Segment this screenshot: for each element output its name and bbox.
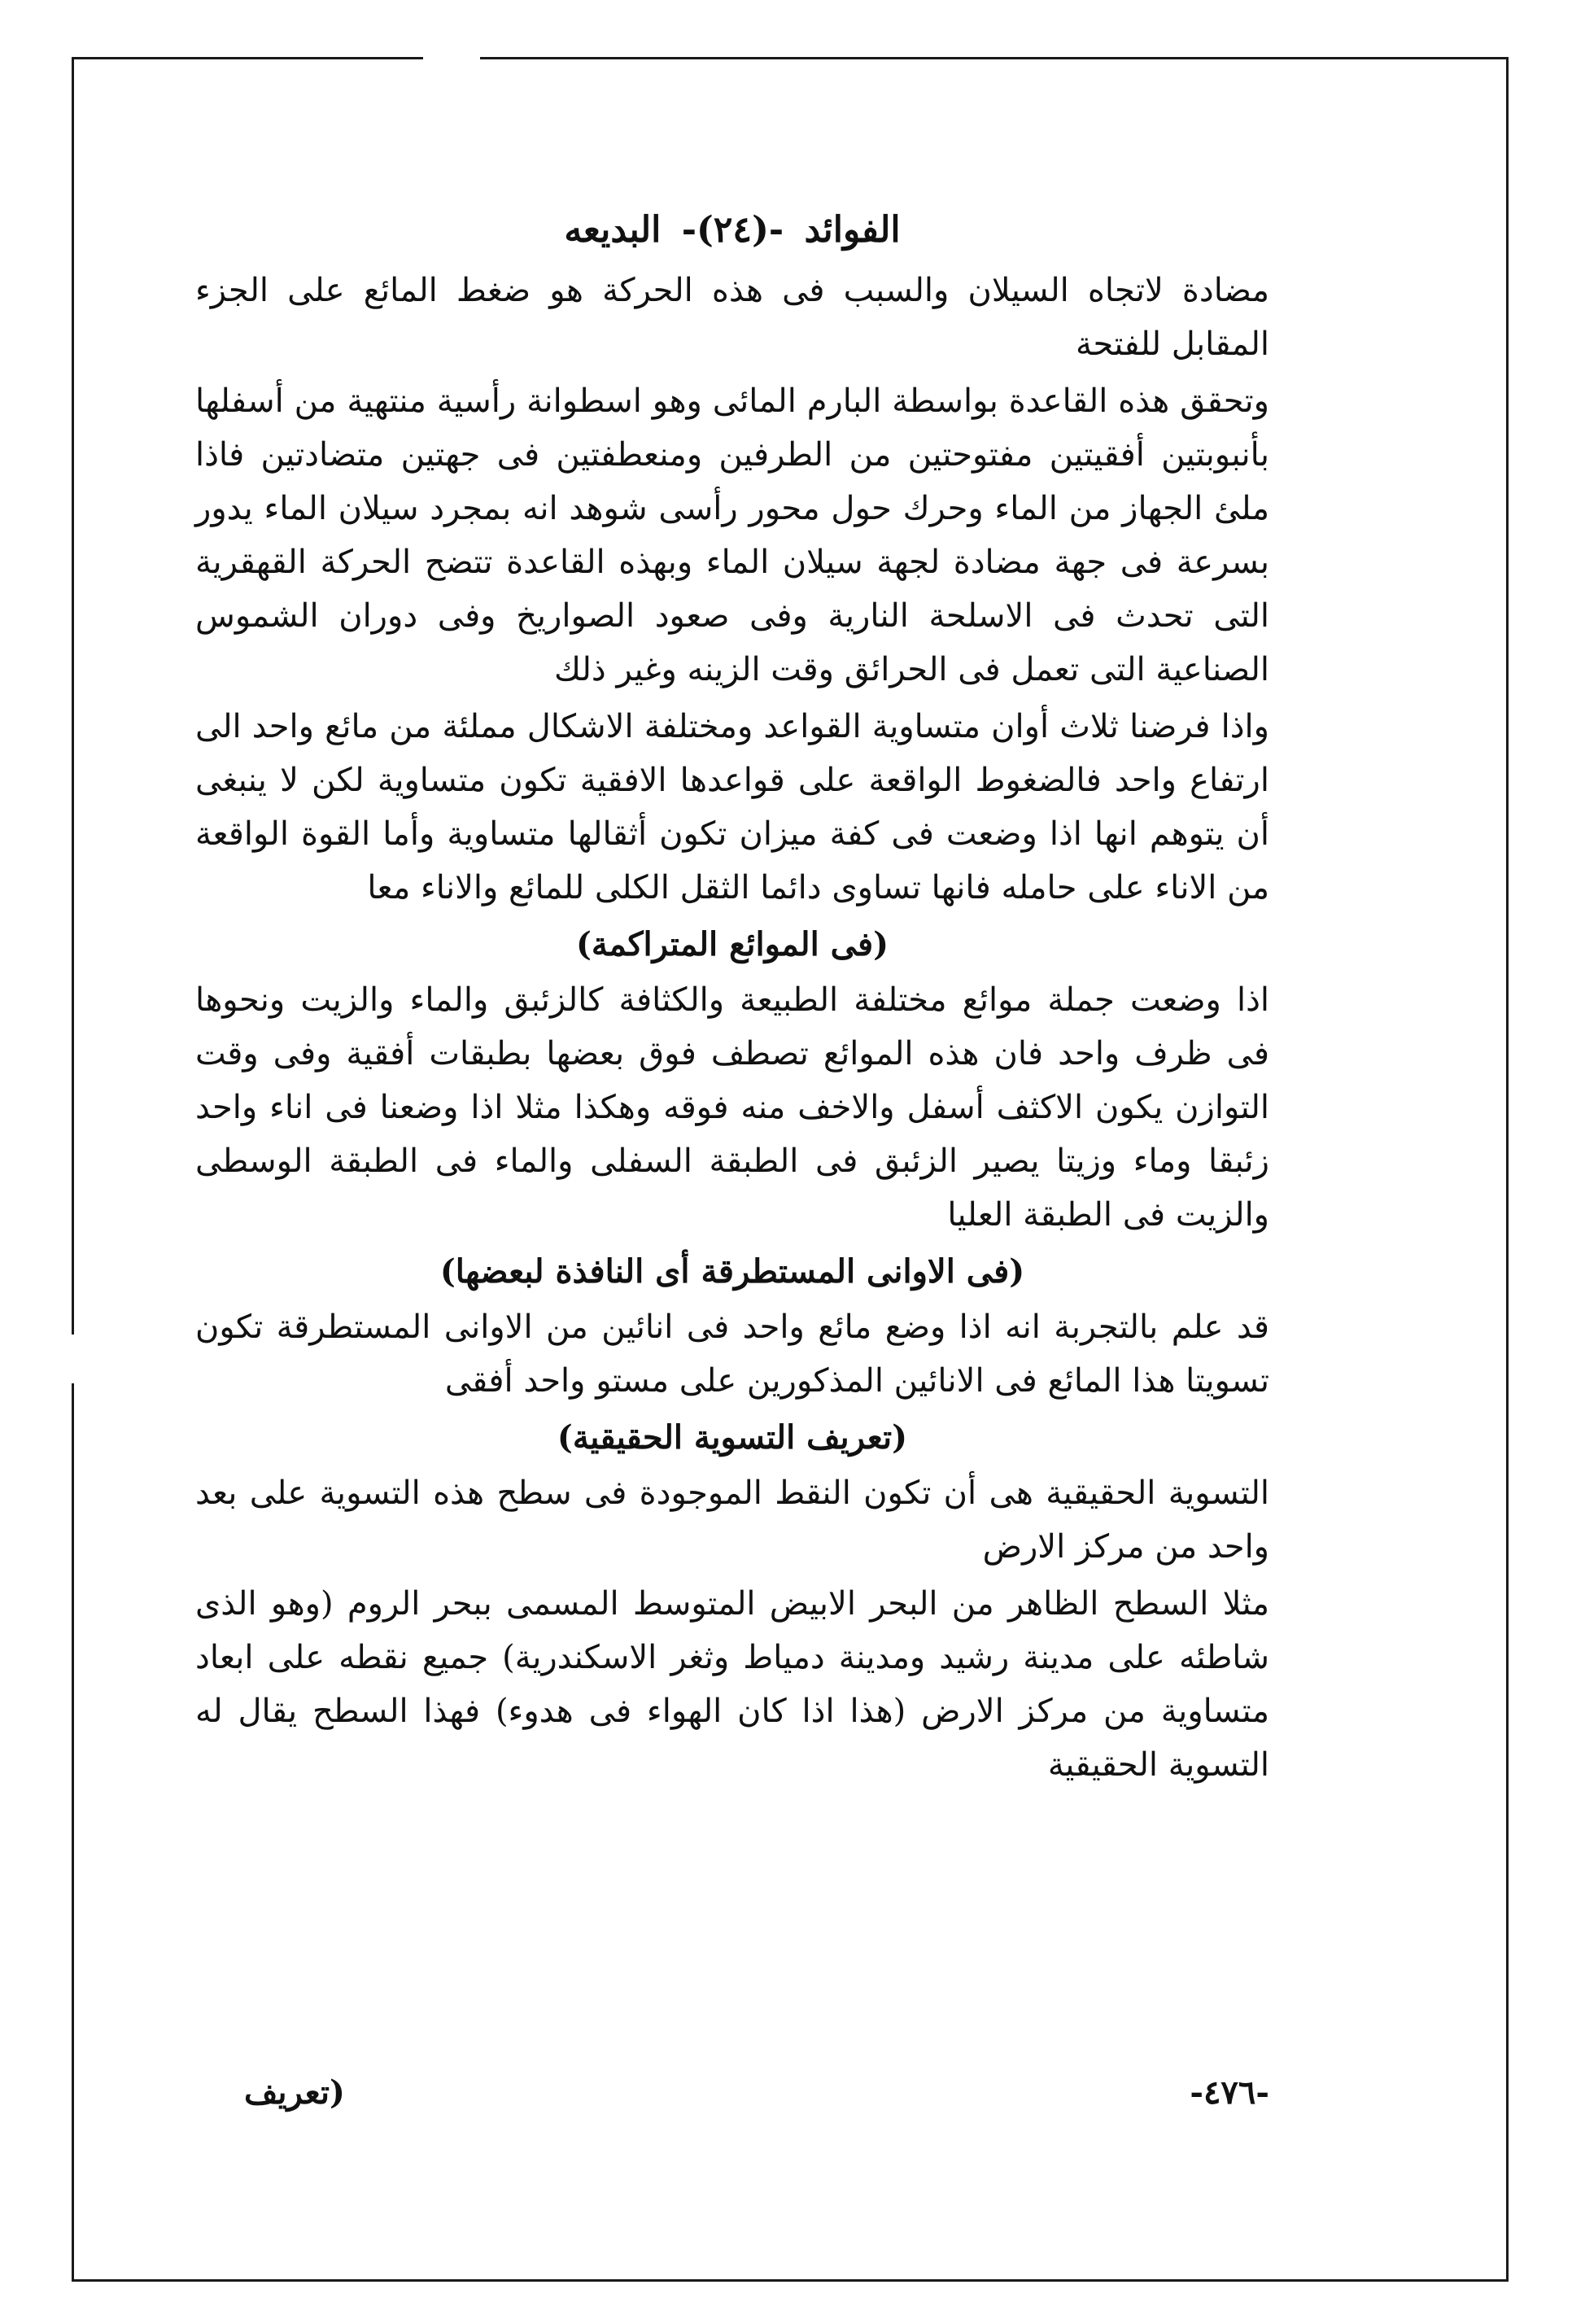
catchword: (تعريف <box>244 2073 345 2112</box>
paragraph: التسوية الحقيقية هى أن تكون النقط الموجودة فى سطح هذه التسوية على بعد واحد من مركز الارض <box>195 1474 1269 1566</box>
section-heading: (فى الاوانى المستطرقة أى النافذة لبعضها) <box>439 1252 1025 1291</box>
section-heading: (تعريف التسوية الحقيقية) <box>557 1418 908 1457</box>
paragraph: واذا فرضنا ثلاث أوان متساوية القواعد ومختلفة الاشكال مملئة من مائع واحد الى ارتفاع واحد فالضغوط الواقعة على قواعدها الافقية تكون متساوية لكن لا ينبغى أن يتوهم انها اذا وضعت فى كفة ميزان تكون أثقالها متساوية وأما القوة الواقعة من الاناء على حامله فانها تساوى دائما الثقل الكلى للمائع والاناء معا <box>195 708 1269 906</box>
page-number: -٤٧٦- <box>1190 2073 1269 2112</box>
border-gap <box>67 1335 78 1383</box>
section-heading: (فى الموائع المتراكمة) <box>575 925 889 963</box>
page-body <box>195 203 1269 1795</box>
page-footer <box>195 2073 1269 2130</box>
paragraph: اذا وضعت جملة موائع مختلفة الطبيعة والكثافة كالزئبق والماء والزيت ونحوها فى ظرف واحد فان هذه الموائع تصطف فوق بعضها بطبقات أفقية وفى وقت التوازن يكون الاكثف أسفل والاخف منه فوقه وهكذا مثلا اذا وضعنا فى اناء واحد زئبقا وماء وزيتا يصير الزئبق فى الطبقة السفلى والماء فى الطبقة الوسطى والزيت فى الطبقة العليا <box>195 981 1270 1234</box>
running-header: الفوائد -(٢٤)- البديعه <box>564 209 901 251</box>
paragraph: وتحقق هذه القاعدة بواسطة البارم المائى وهو اسطوانة رأسية منتهية من أسفلها بأنبوبتين أفقيتين مفتوحتين من الطرفين ومنعطفتين فى جهتين متضادتين فاذا ملئ الجهاز من الماء وحرك حول محور رأسى شوهد انه بمجرد سيلان الماء يدور بسرعة فى جهة مضادة لجهة سيلان الماء وبهذه القاعدة تتضح الحركة القهقرية التى تحدث فى الاسلحة النارية وفى صعود الصواريخ وفى دوران الشموس الصناعية التى تعمل فى الحرائق وقت الزينه وغير ذلك <box>195 382 1269 688</box>
paragraph: مضادة لاتجاه السيلان والسبب فى هذه الحركة هو ضغط المائع على الجزء المقابل للفتحة <box>195 272 1269 363</box>
paragraph: مثلا السطح الظاهر من البحر الابيض المتوسط المسمى ببحر الروم (وهو الذى شاطئه على مدينة رشيد ومدينة دمياط وثغر الاسكندرية) جميع نقطه على ابعاد متساوية من مركز الارض (هذا اذا كان الهواء فى هدوء) فهذا السطح يقال له التسوية الحقيقية <box>195 1585 1270 1784</box>
paragraph: قد علم بالتجربة انه اذا وضع مائع واحد فى انائين من الاوانى المستطرقة تكون تسويتا هذا المائع فى الانائين المذكورين على مستو واحد أفقى <box>195 1308 1269 1400</box>
border-gap <box>423 52 480 62</box>
